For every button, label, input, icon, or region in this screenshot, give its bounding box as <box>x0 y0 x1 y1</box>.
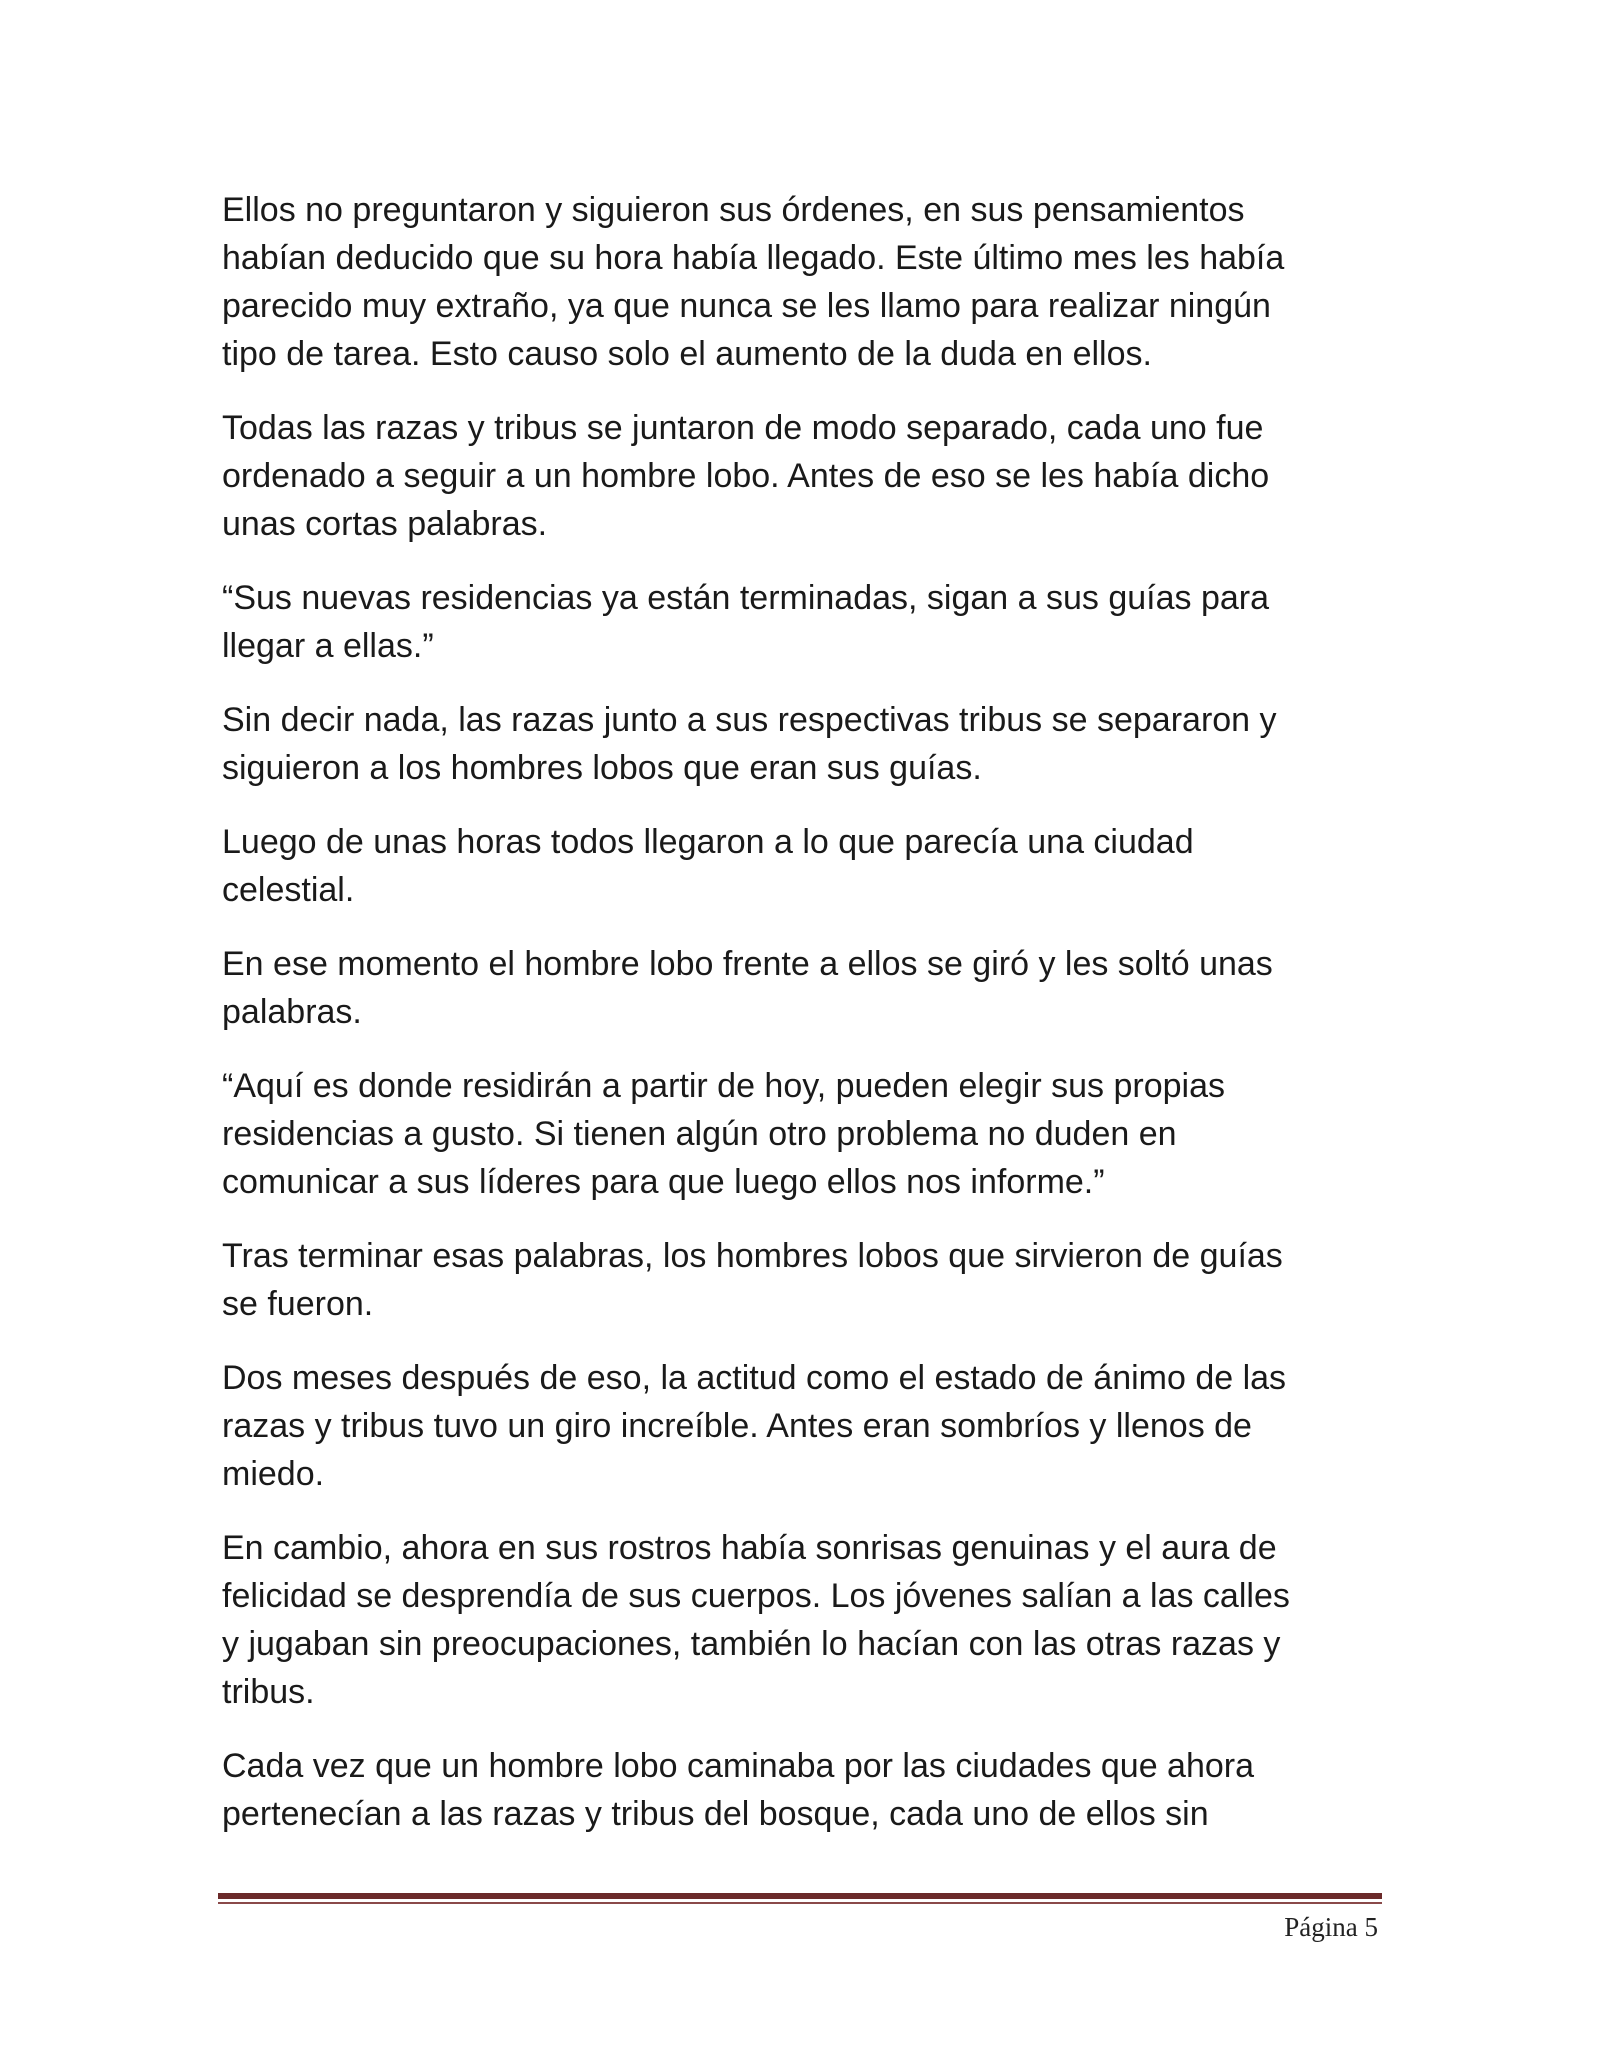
paragraph <box>222 1354 1402 1498</box>
paragraph-line: En ese momento el hombre lobo frente a ellos se giró y les soltó unas <box>222 945 1273 983</box>
paragraph-line: celestial. <box>222 871 355 909</box>
paragraph <box>222 404 1402 548</box>
paragraph <box>222 818 1402 914</box>
paragraph-line: comunicar a sus líderes para que luego ellos nos informe.” <box>222 1163 1105 1201</box>
paragraph-line: se fueron. <box>222 1285 374 1323</box>
paragraph <box>222 574 1402 670</box>
paragraph <box>222 940 1402 1036</box>
paragraph-line: razas y tribus tuvo un giro increíble. Antes eran sombríos y llenos de <box>222 1407 1252 1445</box>
paragraph-line: tipo de tarea. Esto causo solo el aumento de la duda en ellos. <box>222 335 1152 373</box>
paragraph-line: llegar a ellas.” <box>222 627 434 665</box>
paragraph-line: unas cortas palabras. <box>222 505 548 543</box>
paragraph <box>222 1524 1402 1716</box>
paragraph-line: Tras terminar esas palabras, los hombres lobos que sirvieron de guías <box>222 1237 1283 1275</box>
footer-rule-thick <box>218 1893 1382 1899</box>
paragraph-line: En cambio, ahora en sus rostros había sonrisas genuinas y el aura de <box>222 1529 1277 1567</box>
paragraph-line: Sin decir nada, las razas junto a sus respectivas tribus se separaron y <box>222 701 1277 739</box>
paragraph-line: ordenado a seguir a un hombre lobo. Antes de eso se les había dicho <box>222 457 1270 495</box>
footer-rule-thin <box>218 1902 1382 1904</box>
page-number: Página 5 <box>1284 1912 1378 1942</box>
paragraph-line: Cada vez que un hombre lobo caminaba por las ciudades que ahora <box>222 1747 1255 1785</box>
paragraph-line: Luego de unas horas todos llegaron a lo que parecía una ciudad <box>222 823 1194 861</box>
footer-rule <box>218 1893 1382 1904</box>
paragraph-line: residencias a gusto. Si tienen algún otro problema no duden en <box>222 1115 1177 1153</box>
paragraph-line: “Aquí es donde residirán a partir de hoy, pueden elegir sus propias <box>222 1067 1225 1105</box>
paragraph-line: miedo. <box>222 1455 325 1493</box>
paragraph-line: “Sus nuevas residencias ya están terminadas, sigan a sus guías para <box>222 579 1270 617</box>
paragraph <box>222 1232 1402 1328</box>
paragraph-line: parecido muy extraño, ya que nunca se les llamo para realizar ningún <box>222 287 1271 325</box>
paragraph <box>222 1742 1402 1838</box>
paragraph-line: habían deducido que su hora había llegado. Este último mes les había <box>222 239 1285 277</box>
paragraph-line: y jugaban sin preocupaciones, también lo hacían con las otras razas y <box>222 1625 1281 1663</box>
paragraph-line: Ellos no preguntaron y siguieron sus órdenes, en sus pensamientos <box>222 191 1245 229</box>
paragraph-line: Dos meses después de eso, la actitud como el estado de ánimo de las <box>222 1359 1287 1397</box>
paragraph <box>222 186 1402 378</box>
paragraph <box>222 1062 1402 1206</box>
paragraph-line: Todas las razas y tribus se juntaron de modo separado, cada uno fue <box>222 409 1264 447</box>
paragraph-line: pertenecían a las razas y tribus del bosque, cada uno de ellos sin <box>222 1795 1209 1833</box>
paragraph-line: felicidad se desprendía de sus cuerpos. Los jóvenes salían a las calles <box>222 1577 1290 1615</box>
paragraph <box>222 696 1402 792</box>
paragraph-line: palabras. <box>222 993 362 1031</box>
body-text <box>222 186 1402 1864</box>
paragraph-line: tribus. <box>222 1673 315 1711</box>
paragraph-line: siguieron a los hombres lobos que eran sus guías. <box>222 749 982 787</box>
